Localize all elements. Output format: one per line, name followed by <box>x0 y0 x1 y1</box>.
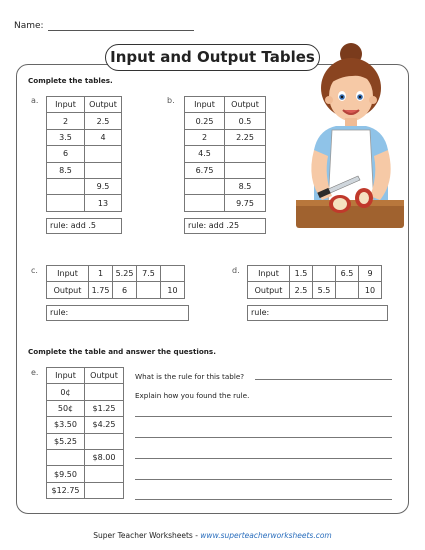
cell: 7.5 <box>137 266 161 282</box>
cell: 9.5 <box>85 178 122 194</box>
table-e <box>46 367 124 499</box>
cell: 6 <box>113 282 137 298</box>
answer-line[interactable] <box>135 458 392 459</box>
cell: 4.5 <box>185 146 225 162</box>
cell: 6.75 <box>185 162 225 178</box>
table-a <box>46 96 122 212</box>
answer-cell[interactable] <box>85 384 124 400</box>
row-label-input: Input <box>47 266 89 282</box>
cell: 10 <box>359 282 382 298</box>
answer-line[interactable] <box>135 437 392 438</box>
row-label-input: Input <box>248 266 290 282</box>
footer <box>0 531 425 540</box>
cell: 9 <box>359 266 382 282</box>
instruction-complete-and-answer: Complete the table and answer the questions. <box>28 347 216 356</box>
answer-cell[interactable] <box>85 433 124 449</box>
cell: 1.75 <box>89 282 113 298</box>
answer-cell[interactable] <box>85 482 124 498</box>
cell: 1 <box>89 266 113 282</box>
answer-cell[interactable] <box>47 195 85 211</box>
table-b <box>184 96 266 212</box>
header-output: Output <box>225 97 266 113</box>
cell: 6.5 <box>336 266 359 282</box>
answer-cell[interactable] <box>225 146 266 162</box>
cell: 3.5 <box>47 129 85 145</box>
table-c <box>46 265 185 299</box>
cell: 9.75 <box>225 195 266 211</box>
cell: 0¢ <box>47 384 85 400</box>
instruction-complete-tables: Complete the tables. <box>28 76 113 85</box>
letter-a: a. <box>31 96 39 105</box>
cell: 10 <box>161 282 185 298</box>
answer-cell[interactable] <box>225 162 266 178</box>
answer-cell[interactable] <box>85 162 122 178</box>
cell: 0.25 <box>185 113 225 129</box>
cell: 5.25 <box>113 266 137 282</box>
answer-cell[interactable] <box>161 266 185 282</box>
header-input: Input <box>185 97 225 113</box>
answer-cell[interactable] <box>137 282 161 298</box>
letter-d: d. <box>232 266 240 275</box>
cell: 6 <box>47 146 85 162</box>
cell: 2 <box>47 113 85 129</box>
cell: 8.5 <box>225 178 266 194</box>
answer-cell[interactable] <box>47 178 85 194</box>
cell: 2.25 <box>225 129 266 145</box>
table-d <box>247 265 382 299</box>
cell: 5.5 <box>313 282 336 298</box>
answer-line[interactable] <box>135 499 392 500</box>
cell: 1.5 <box>290 266 313 282</box>
answer-cell[interactable] <box>85 466 124 482</box>
cell: 13 <box>85 195 122 211</box>
rule-b: rule: add .25 <box>184 218 266 234</box>
cell: $8.00 <box>85 449 124 465</box>
rule-c[interactable]: rule: <box>46 305 189 321</box>
answer-line[interactable] <box>135 479 392 480</box>
answer-cell[interactable] <box>313 266 336 282</box>
answer-cell[interactable] <box>85 146 122 162</box>
cell: $12.75 <box>47 482 85 498</box>
cell: 0.5 <box>225 113 266 129</box>
answer-cell[interactable] <box>185 178 225 194</box>
answer-cell[interactable] <box>185 195 225 211</box>
cell: 50¢ <box>47 400 85 416</box>
cell: 4 <box>85 129 122 145</box>
rule-a: rule: add .5 <box>46 218 122 234</box>
row-label-output: Output <box>47 282 89 298</box>
header-output: Output <box>85 368 124 384</box>
page-title: Input and Output Tables <box>105 44 320 71</box>
answer-cell[interactable] <box>47 449 85 465</box>
cell: $1.25 <box>85 400 124 416</box>
question-rule: What is the rule for this table? <box>135 372 245 381</box>
letter-b: b. <box>167 96 175 105</box>
cell: $5.25 <box>47 433 85 449</box>
footer-link[interactable]: www.superteacherworksheets.com <box>200 531 332 540</box>
name-label: Name: <box>14 21 44 31</box>
answer-line[interactable] <box>135 416 392 417</box>
chef-illustration <box>296 40 406 236</box>
answer-line-rule[interactable] <box>255 379 392 380</box>
cell: $4.25 <box>85 417 124 433</box>
rule-d[interactable]: rule: <box>247 305 388 321</box>
letter-c: c. <box>31 266 38 275</box>
letter-e: e. <box>31 368 39 377</box>
header-input: Input <box>47 368 85 384</box>
cell: $3.50 <box>47 417 85 433</box>
cell: 8.5 <box>47 162 85 178</box>
cell: 2.5 <box>290 282 313 298</box>
row-label-output: Output <box>248 282 290 298</box>
cell: 2 <box>185 129 225 145</box>
cell: $9.50 <box>47 466 85 482</box>
cell: 2.5 <box>85 113 122 129</box>
name-line[interactable] <box>48 30 194 31</box>
header-output: Output <box>85 97 122 113</box>
answer-cell[interactable] <box>336 282 359 298</box>
footer-text: Super Teacher Worksheets - <box>93 531 201 540</box>
question-explain: Explain how you found the rule. <box>135 391 250 400</box>
header-input: Input <box>47 97 85 113</box>
